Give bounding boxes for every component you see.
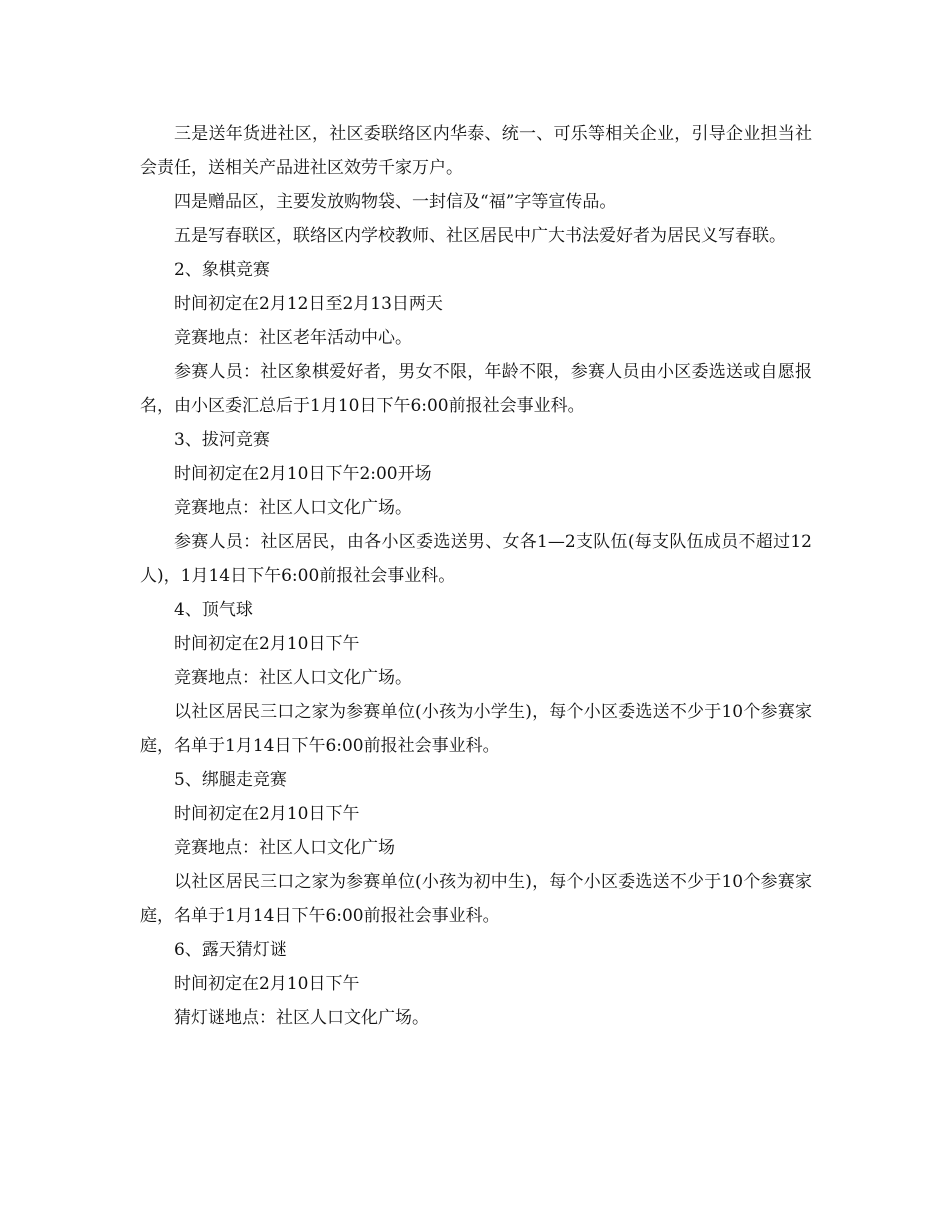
tug-of-war-location: 竞赛地点：社区人口文化广场。 [174,498,412,518]
paragraph-spring-couplets: 五是写春联区，联络区内学校教师、社区居民中广大书法爱好者为居民义写春联。 [174,226,786,246]
chess-time: 时间初定在2月12日至2月13日两天 [174,294,443,314]
tug-of-war-participants: 参赛人员：社区居民，由各小区委选送男、女各1—2支队伍(每支队伍成员不超过12人)，1月14日下午6:00前报社会事业科。 [140,532,812,586]
three-legged-walk-location: 竞赛地点：社区人口文化广场 [174,838,395,858]
tug-of-war-time: 时间初定在2月10日下午2:00开场 [174,464,432,484]
chess-location: 竞赛地点：社区老年活动中心。 [174,328,412,348]
lantern-riddles-time: 时间初定在2月10日下午 [174,974,360,994]
chess-participants: 参赛人员：社区象棋爱好者，男女不限，年龄不限，参赛人员由小区委选送或自愿报名，由小区委汇总后于1月10日下午6:00前报社会事业科。 [140,362,812,416]
lantern-riddles-location: 猜灯谜地点：社区人口文化广场。 [174,1008,429,1028]
heading-tug-of-war: 3、拔河竞赛 [174,430,270,450]
heading-balloon: 4、顶气球 [174,600,253,620]
document-body [140,117,812,1035]
paragraph-new-year-goods: 三是送年货进社区，社区委联络区内华泰、统一、可乐等相关企业，引导企业担当社会责任，送相关产品进社区效劳千家万户。 [140,124,812,178]
balloon-participants: 以社区居民三口之家为参赛单位(小孩为小学生)，每个小区委选送不少于10个参赛家庭，名单于1月14日下午6:00前报社会事业科。 [140,702,812,756]
heading-chess: 2、象棋竞赛 [174,260,270,280]
three-legged-walk-time: 时间初定在2月10日下午 [174,804,360,824]
heading-lantern-riddles: 6、露天猜灯谜 [174,940,287,960]
balloon-location: 竞赛地点：社区人口文化广场。 [174,668,412,688]
three-legged-walk-participants: 以社区居民三口之家为参赛单位(小孩为初中生)，每个小区委选送不少于10个参赛家庭，名单于1月14日下午6:00前报社会事业科。 [140,872,812,926]
paragraph-gift-area: 四是赠品区，主要发放购物袋、一封信及“福”字等宣传品。 [174,192,617,212]
balloon-time: 时间初定在2月10日下午 [174,634,360,654]
heading-three-legged-walk: 5、绑腿走竞赛 [174,770,287,790]
